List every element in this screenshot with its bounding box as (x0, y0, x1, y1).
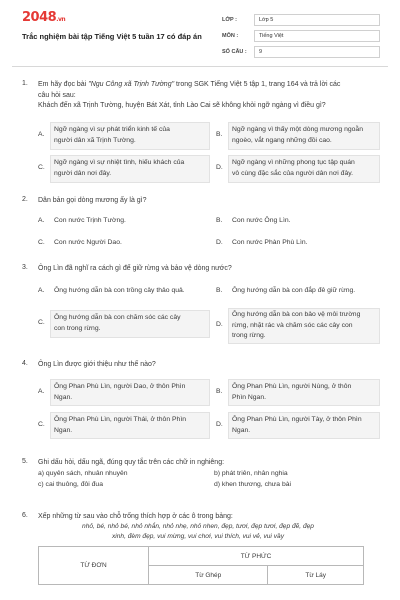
option-text (232, 310, 382, 342)
option-letter: D. (216, 421, 223, 428)
question-5 (22, 458, 378, 494)
question-number: 2. (22, 196, 28, 203)
meta-label: MÔN : (222, 33, 239, 39)
option-line: ngoèo, vắt ngang những đồi cao. (232, 136, 332, 144)
option-text: b) phát triên, nhân nghia (214, 470, 288, 477)
option-text: Con nước Người Dao. (54, 239, 122, 246)
option-letter: B. (216, 131, 223, 138)
option-text: a) quyên sách, nhuân nhuyên (38, 470, 128, 477)
page-header (0, 0, 400, 62)
logo-main: 2048 (22, 10, 57, 25)
question-text: Ghi dấu hỏi, dấu ngã, đúng quy tắc trên các chữ in nghiêng: (38, 459, 225, 466)
option-letter: B. (216, 217, 223, 224)
option-text (54, 415, 214, 436)
question-1 (22, 80, 378, 190)
table-header-tu-phuc: TỪ PHỨC (149, 547, 364, 566)
meta-row-class (222, 12, 380, 28)
question-text: Dân bản gọi dòng mương ấy là gì? (38, 197, 147, 204)
word-classification-table (38, 546, 364, 585)
meta-value: Lớp 5 (254, 14, 380, 26)
table-header-tu-don: TỪ ĐƠN (39, 547, 149, 585)
option-line: Ông Phan Phù Lìn, người Nùng, ở thôn (232, 383, 352, 390)
option-line: Ngỡ ngàng vì sự nhiệt tình, hiếu khách của (54, 159, 185, 166)
question-number: 3. (22, 264, 28, 271)
meta-label: LỚP : (222, 17, 237, 23)
question-number: 1. (22, 80, 28, 87)
option-line: người dân xã Trịnh Tường. (54, 136, 136, 144)
option-text: Con nước Trịnh Tường. (54, 217, 126, 224)
option-line: vô cùng đặc sắc của người dân nơi đây. (232, 169, 354, 177)
option-letter: A. (38, 217, 45, 224)
option-text: Con nước Phàn Phù Lìn. (232, 239, 308, 246)
question-text-part: trong SGK Tiếng Việt 5 tập 1, trang 164 và trả lời các (174, 81, 341, 88)
table-subheader-tu-ghep: Từ Ghép (149, 566, 268, 585)
option-letter: D. (216, 239, 223, 246)
word-list-line: xinh, đèm đẹp, vui mừng, vui chơi, vui thích, vui vẻ, vui vầy (112, 533, 284, 540)
question-text: Ông Lìn được giới thiệu như thế nào? (38, 361, 156, 368)
option-letter: C. (38, 164, 45, 171)
option-line: Ngỡ ngàng vì thấy một dòng mương ngoằn (232, 126, 363, 133)
option-letter: B. (216, 388, 223, 395)
question-text-line: câu hỏi sau: (38, 91, 76, 99)
meta-row-subject (222, 28, 380, 44)
option-text (232, 158, 382, 179)
meta-row-count (222, 44, 380, 60)
question-text-part: Em hãy đọc bài (38, 81, 89, 88)
option-line: Ông Phan Phù Lìn, người Dao, ở thôn Phìn (54, 383, 186, 390)
question-3 (22, 264, 378, 346)
question-text-italic: "Ngu Công xã Trịnh Tường" (88, 81, 175, 88)
option-letter: A. (38, 388, 45, 395)
meta-info (222, 12, 380, 60)
meta-value: 9 (254, 46, 380, 58)
site-logo[interactable] (22, 10, 65, 25)
option-text: Ông hướng dẫn bà con trồng cây thảo quả. (54, 287, 185, 294)
option-letter: A. (38, 287, 45, 294)
option-text: d) khen thương, chưa bài (214, 481, 292, 488)
option-line: rừng, nhặt rác và chăm sóc các cây con (232, 321, 353, 329)
option-text: Con nước Ông Lìn. (232, 217, 291, 224)
meta-label: SỐ CÂU : (222, 49, 247, 55)
option-text (54, 382, 214, 403)
option-letter: A. (38, 131, 45, 138)
question-number: 5. (22, 458, 28, 465)
logo-sub: .vn (56, 16, 66, 23)
table-subheader-tu-lay: Từ Láy (268, 566, 364, 585)
option-text (54, 313, 214, 334)
option-letter: C. (38, 319, 45, 326)
question-text (38, 80, 378, 112)
option-letter: C. (38, 239, 45, 246)
option-line: Ông hướng dẫn bà con bảo vệ môi trường (232, 311, 361, 318)
word-list-line: nhỏ, bé, nhỏ bé, nhỏ nhắn, nhỏ nhẹ, nhỏ nhen, đẹp, tươi, đẹp tươi, đẹp đẽ, đẹp (82, 523, 314, 530)
question-text: Ông Lìn đã nghĩ ra cách gì để giữ rừng và bảo vệ dòng nước? (38, 265, 232, 272)
option-line: Ngan. (54, 393, 73, 401)
option-letter: D. (216, 321, 223, 328)
option-text (54, 125, 214, 146)
option-text (232, 382, 382, 403)
question-text: Xếp những từ sau vào chỗ trống thích hợp ở các ô trong bảng: (38, 513, 233, 520)
option-line: trong rừng. (232, 332, 266, 339)
option-line: con trong rừng. (54, 324, 101, 332)
option-line: Ngỡ ngàng vì sự phát triển kinh tế của (54, 126, 170, 133)
page-title: Trắc nghiệm bài tập Tiếng Việt 5 tuần 17 có đáp án (22, 32, 202, 41)
option-line: Ngan. (232, 426, 251, 434)
option-line: Ngỡ ngàng vì những phong tục tập quán (232, 159, 355, 166)
question-2 (22, 196, 378, 252)
option-letter: D. (216, 164, 223, 171)
option-text (232, 415, 382, 436)
option-letter: C. (38, 421, 45, 428)
option-line: Ông hướng dẫn bà con chăm sóc các cây (54, 314, 181, 321)
question-text-line: Khách đến xã Trịnh Tường, huyện Bát Xát, tỉnh Lào Cai sẽ không khỏi ngỡ ngàng vì điều gì? (38, 102, 326, 109)
option-line: Phìn Ngan. (232, 393, 267, 401)
option-text: c) cai thuông, đôi đua (38, 481, 103, 488)
option-line: người dân nơi đây. (54, 169, 112, 177)
option-text (54, 158, 214, 179)
question-number: 4. (22, 360, 28, 367)
option-letter: B. (216, 287, 223, 294)
header-divider (12, 66, 388, 67)
option-line: Ngan. (54, 426, 73, 434)
option-line: Ông Phan Phù Lìn, người Thái, ở thôn Phìn (54, 416, 186, 423)
question-number: 6. (22, 512, 28, 519)
meta-value: Tiếng Việt (254, 30, 380, 42)
option-line: Ông Phan Phù Lìn, người Tày, ở thôn Phìn (232, 416, 362, 423)
option-text: Ông hướng dẫn bà con đắp đê giữ rừng. (232, 287, 356, 294)
question-4 (22, 360, 378, 446)
option-text (232, 125, 382, 146)
